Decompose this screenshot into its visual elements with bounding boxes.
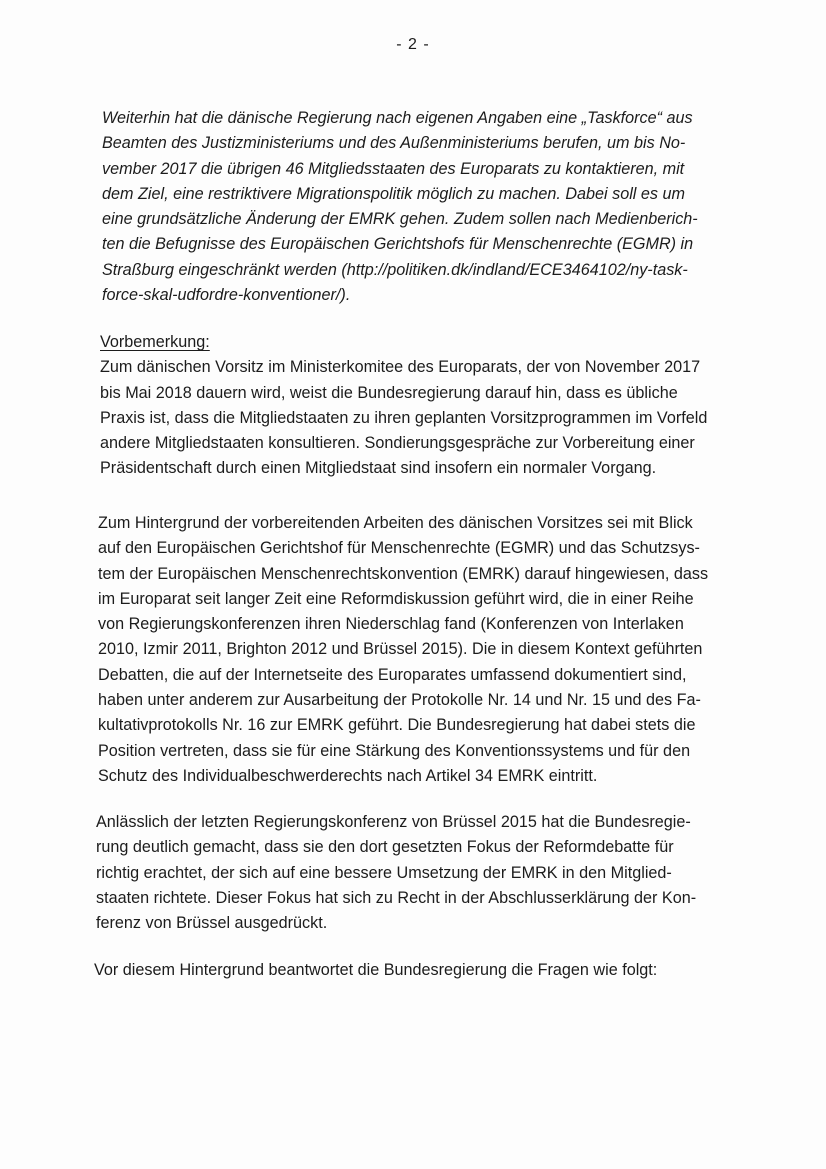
paragraph-line: tem der Europäischen Menschenrechtskonvention (EMRK) darauf hingewiesen, dass	[98, 564, 709, 583]
brussels-conference-paragraph	[96, 810, 736, 936]
paragraph-line: rung deutlich gemacht, dass sie den dort gesetzten Fokus der Reformdebatte für	[96, 838, 674, 857]
section-heading: Vorbemerkung:	[100, 333, 210, 351]
paragraph-line: von Regierungskonferenzen ihren Niederschlag fand (Konferenzen von Interlaken	[98, 615, 684, 634]
closing-paragraph	[94, 958, 734, 983]
paragraph-line: Schutz des Individualbeschwerderechts nach Artikel 34 EMRK eintritt.	[98, 766, 598, 785]
paragraph-line: staaten richtete. Dieser Fokus hat sich zu Recht in der Abschlusserklärung der Kon-	[96, 888, 697, 907]
paragraph-line: Zum Hintergrund der vorbereitenden Arbeiten des dänischen Vorsitzes sei mit Blick	[98, 514, 693, 532]
paragraph-line: force-skal-udfordre-konventioner/).	[102, 286, 351, 305]
paragraph-line: Position vertreten, dass sie für eine Stärkung des Konventionssystems und für den	[98, 741, 691, 760]
paragraph-line: Zum dänischen Vorsitz im Ministerkomitee des Europarats, der von November 2017	[100, 358, 701, 377]
paragraph-line: vember 2017 die übrigen 46 Mitgliedsstaaten des Europarats zu kontaktieren, mit	[102, 159, 685, 178]
intro-paragraph	[102, 106, 742, 308]
paragraph-line: Straßburg eingeschränkt werden (http://politiken.dk/indland/ECE3464102/ny-task-	[102, 260, 688, 279]
paragraph-line: dem Ziel, eine restriktivere Migrationspolitik möglich zu machen. Dabei soll es um	[102, 184, 685, 203]
paragraph-line: bis Mai 2018 dauern wird, weist die Bundesregierung darauf hin, dass es übliche	[100, 383, 678, 402]
vorbemerkung-section	[100, 330, 740, 482]
paragraph-line: kultativprotokolls Nr. 16 zur EMRK geführt. Die Bundesregierung hat dabei stets die	[98, 716, 696, 735]
paragraph-line: eine grundsätzliche Änderung der EMRK gehen. Zudem sollen nach Medienberich-	[102, 210, 698, 229]
paragraph-line: Präsidentschaft durch einen Mitgliedstaat sind insofern ein normaler Vorgang.	[100, 459, 657, 478]
paragraph-line: richtig erachtet, der sich auf eine bessere Umsetzung der EMRK in den Mitglied-	[96, 863, 672, 882]
paragraph-line: Praxis ist, dass die Mitgliedstaaten zu ihren geplanten Vorsitzprogrammen im Vorfeld	[100, 408, 708, 427]
paragraph-line: haben unter anderem zur Ausarbeitung der Protokolle Nr. 14 und Nr. 15 und des Fa-	[98, 691, 701, 710]
paragraph-line: im Europarat seit langer Zeit eine Reformdiskussion geführt wird, die in einer Reihe	[98, 589, 694, 608]
paragraph-line: Anlässlich der letzten Regierungskonferenz von Brüssel 2015 hat die Bundesregie-	[96, 813, 691, 831]
paragraph-line: Beamten des Justizministeriums und des Außenministeriums berufen, um bis No-	[102, 134, 686, 153]
paragraph-line: auf den Europäischen Gerichtshof für Menschenrechte (EGMR) und das Schutzsys-	[98, 539, 700, 558]
paragraph-line: andere Mitgliedstaaten konsultieren. Sondierungsgespräche zur Vorbereitung einer	[100, 434, 695, 453]
background-paragraph	[98, 511, 738, 789]
paragraph-line: Debatten, die auf der Internetseite des Europarates umfassend dokumentiert sind,	[98, 665, 687, 684]
paragraph-line: Weiterhin hat die dänische Regierung nach eigenen Angaben eine „Taskforce“ aus	[102, 109, 693, 127]
paragraph-line: ferenz von Brüssel ausgedrückt.	[96, 914, 328, 933]
paragraph-line: 2010, Izmir 2011, Brighton 2012 und Brüssel 2015). Die in diesem Kontext geführten	[98, 640, 703, 659]
page-number: - 2 -	[396, 36, 430, 53]
paragraph-line: ten die Befugnisse des Europäischen Gerichtshofs für Menschenrechte (EGMR) in	[102, 235, 694, 254]
paragraph-line: Vor diesem Hintergrund beantwortet die Bundesregierung die Fragen wie folgt:	[94, 961, 658, 979]
